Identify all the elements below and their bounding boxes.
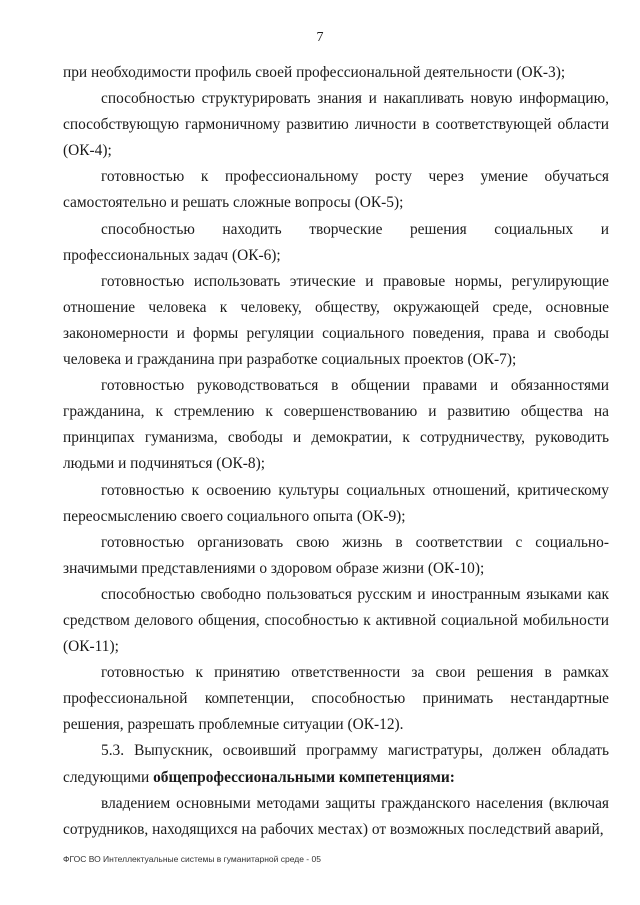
paragraph-ok8: готовностью руководствоваться в общении правами и обязанностями гражданина, к стремлению к совершенствованию и развитию общества на принципах гуманизма, свободы и демократии, к сотрудничеству, руководить людьми и подчиняться (ОК-8);	[63, 377, 609, 473]
paragraph-ok7: готовностью использовать этические и правовые нормы, регулирующие отношение человека к человеку, обществу, окружающей среде, основные закономерности и формы регуляции социального поведения, права и свободы человека и гражданина при разработке социальных проектов (ОК-7);	[63, 272, 609, 369]
paragraph-ok4: способностью структурировать знания и накапливать новую информацию, способствующую гармоничному развитию личности в соответствующей области (ОК-4);	[63, 90, 609, 160]
page-number: 7	[316, 30, 324, 45]
paragraph-ok5: готовностью к профессиональному росту через умение обучаться самостоятельно и решать сложные вопросы (ОК-5);	[63, 168, 609, 212]
paragraph-ok6: способностью находить творческие решения социальных и профессиональных задач (ОК-6);	[63, 220, 609, 264]
paragraph-ok10: готовностью организовать свою жизнь в соответствии с социально-значимыми представлениями о здоровом образе жизни (ОК-10);	[63, 533, 609, 577]
section-5-3-bold-text: общепрофессиональными компетенциями:	[153, 768, 455, 786]
section-5-3-text: 5.3. Выпускник, освоивший программу магистратуры, должен обладать следующими	[63, 742, 609, 786]
document-body	[63, 60, 609, 843]
paragraph-ok12: готовностью к принятию ответственности за свои решения в рамках профессиональной компетенции, способностью принимать нестандартные решения, разрешать проблемные ситуации (ОК-12).	[63, 664, 609, 734]
paragraph-ok9: готовностью к освоению культуры социальных отношений, критическому переосмыслению своего социального опыта (ОК-9);	[63, 481, 609, 525]
paragraph-ok3-end: при необходимости профиль своей профессиональной деятельности (ОК-3);	[63, 64, 566, 81]
section-5-3-paragraph	[63, 738, 609, 790]
page-footer: ФГОС ВО Интеллектуальные системы в гуманитарной среде - 05	[63, 854, 321, 864]
paragraph-opk-start: владением основными методами защиты гражданского населения (включая сотрудников, находящихся на рабочих местах) от возможных последствий аварий,	[63, 794, 609, 838]
paragraph-ok11: способностью свободно пользоваться русским и иностранным языками как средством делового общения, способностью к активной социальной мобильности (ОК-11);	[63, 585, 609, 656]
